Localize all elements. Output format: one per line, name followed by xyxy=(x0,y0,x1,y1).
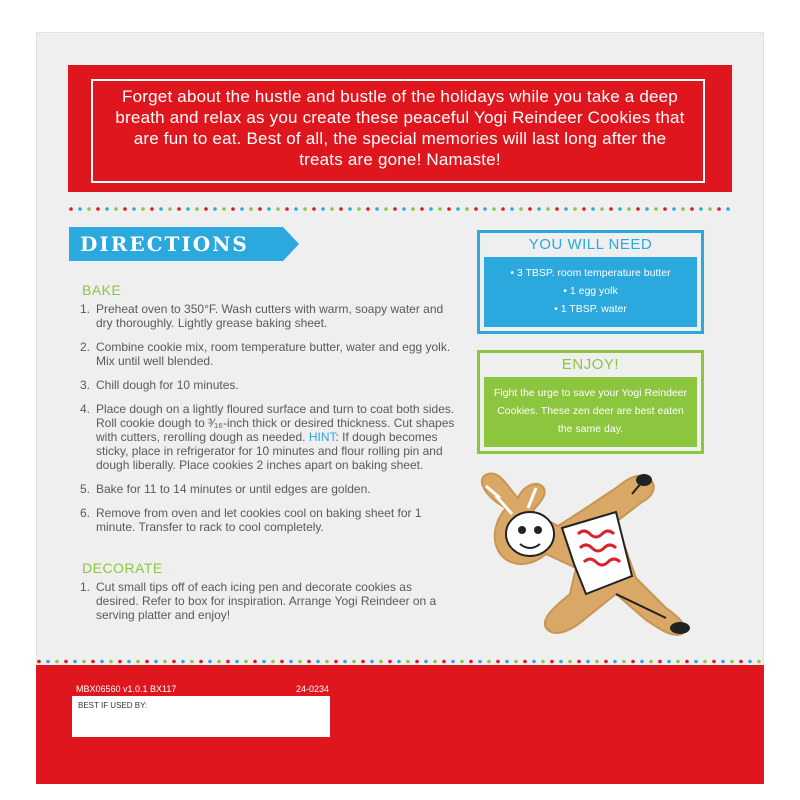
divider-dot xyxy=(699,207,703,211)
divider-dot xyxy=(366,207,370,211)
divider-dot xyxy=(438,207,442,211)
divider-dot xyxy=(213,207,217,211)
divider-dot xyxy=(474,207,478,211)
divider-dot xyxy=(514,660,518,664)
decorate-steps-list xyxy=(80,580,456,632)
divider-dot xyxy=(393,207,397,211)
divider-dot xyxy=(420,207,424,211)
divider-dot xyxy=(96,207,100,211)
divider-dot xyxy=(478,660,482,664)
divider-dot xyxy=(388,660,392,664)
divider-dot xyxy=(402,207,406,211)
divider-dot xyxy=(469,660,473,664)
bake-heading: BAKE xyxy=(82,282,122,298)
ingredient-item: • 1 egg yolk xyxy=(563,285,618,297)
divider-dot xyxy=(195,207,199,211)
divider-dot xyxy=(667,660,671,664)
divider-dot xyxy=(73,660,77,664)
divider-dot xyxy=(460,660,464,664)
divider-dot xyxy=(69,207,73,211)
divider-dot xyxy=(505,660,509,664)
divider-dot xyxy=(442,660,446,664)
step-number: 2. xyxy=(80,340,91,354)
divider-dot xyxy=(262,660,266,664)
divider-dot xyxy=(132,207,136,211)
divider-dot xyxy=(712,660,716,664)
divider-dot xyxy=(280,660,284,664)
divider-dot xyxy=(690,207,694,211)
step-number: 6. xyxy=(80,506,91,520)
best-if-used-by-label: BEST IF USED BY: xyxy=(78,701,148,710)
divider-dot xyxy=(150,207,154,211)
divider-dot xyxy=(82,660,86,664)
divider-dot xyxy=(672,207,676,211)
step-text: Place dough on a lightly floured surface and turn to coat both sides. Roll cookie dough to ³⁄₁₆-inch thick or desired thickness. Cut shapes with cutters, rerolling dough as needed. xyxy=(96,402,455,444)
ingredient-item: • 3 TBSP. room temperature butter xyxy=(510,267,671,279)
divider-dot xyxy=(37,660,41,664)
divider-dot xyxy=(249,207,253,211)
you-will-need-title: YOU WILL NEED xyxy=(528,236,653,253)
bake-step-4 xyxy=(80,402,456,472)
divider-dot xyxy=(622,660,626,664)
ingredient-item: • 1 TBSP. water xyxy=(554,303,627,315)
divider-dot xyxy=(676,660,680,664)
step-number: 1. xyxy=(80,580,91,594)
divider-dot xyxy=(406,660,410,664)
divider-dot xyxy=(190,660,194,664)
divider-dot xyxy=(199,660,203,664)
bake-steps-list xyxy=(80,302,456,544)
divider-dot xyxy=(294,207,298,211)
divider-dot xyxy=(681,207,685,211)
divider-dot xyxy=(379,660,383,664)
divider-dot xyxy=(123,207,127,211)
step-number: 1. xyxy=(80,302,91,316)
divider-dot xyxy=(78,207,82,211)
intro-banner-text: Forget about the hustle and bustle of the holidays while you take a deep breath and relax as you create these peaceful Yogi Reindeer Cookies that are fun to eat. Best of all, the special memories will last long after the treats are gone! Namaste! xyxy=(115,87,685,169)
divider-dot xyxy=(330,207,334,211)
divider-dot xyxy=(739,660,743,664)
divider-dot xyxy=(546,207,550,211)
divider-dot xyxy=(271,660,275,664)
divider-dot xyxy=(541,660,545,664)
step-number: 4. xyxy=(80,402,91,416)
divider-dot xyxy=(258,207,262,211)
divider-dot xyxy=(487,660,491,664)
divider-dot xyxy=(564,207,568,211)
divider-dot xyxy=(114,207,118,211)
divider-dot xyxy=(307,660,311,664)
divider-dot xyxy=(375,207,379,211)
package-code: MBX06560 v1.0.1 BX117 xyxy=(76,684,177,694)
divider-dot xyxy=(357,207,361,211)
divider-dot xyxy=(177,207,181,211)
divider-dot xyxy=(631,660,635,664)
divider-dot xyxy=(492,207,496,211)
divider-dot xyxy=(276,207,280,211)
divider-dot xyxy=(118,660,122,664)
bake-step-6 xyxy=(80,506,456,534)
divider-dot xyxy=(145,660,149,664)
divider-dot xyxy=(91,660,95,664)
bake-step-1 xyxy=(80,302,456,330)
divider-dot xyxy=(654,207,658,211)
divider-dot xyxy=(411,207,415,211)
enjoy-text: Fight the urge to save your Yogi Reindeer Cookies. These zen deer are best eaten the same day. xyxy=(493,387,688,435)
divider-dot xyxy=(685,660,689,664)
divider-dot xyxy=(321,207,325,211)
divider-dot xyxy=(550,660,554,664)
divider-dot xyxy=(528,207,532,211)
divider-dot xyxy=(235,660,239,664)
divider-dot xyxy=(352,660,356,664)
divider-dot xyxy=(510,207,514,211)
divider-dot xyxy=(159,207,163,211)
bake-step-2 xyxy=(80,340,456,368)
divider-dot xyxy=(186,207,190,211)
divider-dot xyxy=(240,207,244,211)
divider-dot xyxy=(600,207,604,211)
divider-dot xyxy=(577,660,581,664)
divider-dot xyxy=(172,660,176,664)
enjoy-title: ENJOY! xyxy=(561,356,620,373)
divider-dot xyxy=(708,207,712,211)
divider-dot xyxy=(555,207,559,211)
divider-dot xyxy=(595,660,599,664)
divider-dot xyxy=(726,207,730,211)
divider-dot xyxy=(523,660,527,664)
divider-dot xyxy=(109,660,113,664)
divider-dot xyxy=(627,207,631,211)
dotted-divider xyxy=(68,206,732,212)
divider-dot xyxy=(64,660,68,664)
divider-dot xyxy=(217,660,221,664)
divider-dot xyxy=(222,207,226,211)
divider-dot xyxy=(532,660,536,664)
divider-dot xyxy=(334,660,338,664)
step-text: Remove from oven and let cookies cool on baking sheet for 1 minute. Transfer to rack to cool completely. xyxy=(96,506,422,534)
divider-dot xyxy=(87,207,91,211)
divider-dot xyxy=(721,660,725,664)
step-text: Cut small tips off of each icing pen and decorate cookies as desired. Refer to box for inspiration. Arrange Yogi Reindeer on a serving platter and enjoy! xyxy=(96,580,437,622)
divider-dot xyxy=(303,207,307,211)
bottom-dotted-divider xyxy=(36,658,764,665)
divider-dot xyxy=(591,207,595,211)
step-number: 3. xyxy=(80,378,91,392)
decorate-step-1 xyxy=(80,580,456,622)
divider-dot xyxy=(343,660,347,664)
divider-dot xyxy=(456,207,460,211)
divider-dot xyxy=(136,660,140,664)
divider-dot xyxy=(748,660,752,664)
divider-dot xyxy=(424,660,428,664)
divider-dot xyxy=(226,660,230,664)
yogi-reindeer-cookie-image xyxy=(466,468,710,638)
divider-dot xyxy=(613,660,617,664)
divider-dot xyxy=(586,660,590,664)
divider-dot xyxy=(640,660,644,664)
divider-dot xyxy=(483,207,487,211)
divider-dot xyxy=(609,207,613,211)
divider-dot xyxy=(604,660,608,664)
divider-dot xyxy=(519,207,523,211)
divider-dot xyxy=(298,660,302,664)
divider-dot xyxy=(361,660,365,664)
divider-dot xyxy=(397,660,401,664)
divider-dot xyxy=(415,660,419,664)
divider-dot xyxy=(703,660,707,664)
divider-dot xyxy=(208,660,212,664)
divider-dot xyxy=(465,207,469,211)
divider-dot xyxy=(105,207,109,211)
divider-dot xyxy=(447,207,451,211)
divider-dot xyxy=(100,660,104,664)
step-text: Combine cookie mix, room temperature butter, water and egg yolk. Mix until well blended. xyxy=(96,340,451,368)
step-number: 5. xyxy=(80,482,91,496)
divider-dot xyxy=(325,660,329,664)
package-date-code: 24-0234 xyxy=(296,684,330,694)
divider-dot xyxy=(663,207,667,211)
divider-dot xyxy=(267,207,271,211)
directions-title: DIRECTIONS xyxy=(80,232,249,256)
divider-dot xyxy=(694,660,698,664)
divider-dot xyxy=(433,660,437,664)
divider-dot xyxy=(730,660,734,664)
divider-dot xyxy=(757,660,761,664)
divider-dot xyxy=(717,207,721,211)
divider-dot xyxy=(568,660,572,664)
divider-dot xyxy=(46,660,50,664)
step-text: Preheat oven to 350°F. Wash cutters with warm, soapy water and dry thoroughly. Lightly grease baking sheet. xyxy=(96,302,444,330)
divider-dot xyxy=(618,207,622,211)
divider-dot xyxy=(312,207,316,211)
bake-step-3 xyxy=(80,378,456,392)
divider-dot xyxy=(55,660,59,664)
divider-dot xyxy=(253,660,257,664)
hint-label: HINT xyxy=(308,430,336,444)
divider-dot xyxy=(573,207,577,211)
divider-dot xyxy=(658,660,662,664)
divider-dot xyxy=(127,660,131,664)
divider-dot xyxy=(649,660,653,664)
ingredients-list xyxy=(484,264,697,318)
divider-dot xyxy=(501,207,505,211)
divider-dot xyxy=(370,660,374,664)
divider-dot xyxy=(429,207,433,211)
divider-dot xyxy=(316,660,320,664)
divider-dot xyxy=(181,660,185,664)
divider-dot xyxy=(163,660,167,664)
bake-step-5 xyxy=(80,482,456,496)
divider-dot xyxy=(384,207,388,211)
divider-dot xyxy=(559,660,563,664)
divider-dot xyxy=(582,207,586,211)
divider-dot xyxy=(636,207,640,211)
divider-dot xyxy=(285,207,289,211)
decorate-heading: DECORATE xyxy=(82,560,163,576)
divider-dot xyxy=(496,660,500,664)
divider-dot xyxy=(645,207,649,211)
step-text: Bake for 11 to 14 minutes or until edges are golden. xyxy=(96,482,371,496)
step-text-hint: : If dough becomes sticky, place in refrigerator for 10 minutes and flour rolling pin and dough liberally. Place cookies 2 inches apart on baking sheet. xyxy=(96,430,443,472)
divider-dot xyxy=(168,207,172,211)
divider-dot xyxy=(141,207,145,211)
divider-dot xyxy=(289,660,293,664)
divider-dot xyxy=(348,207,352,211)
divider-dot xyxy=(244,660,248,664)
divider-dot xyxy=(339,207,343,211)
divider-dot xyxy=(154,660,158,664)
divider-dot xyxy=(451,660,455,664)
step-text: Chill dough for 10 minutes. xyxy=(96,378,239,392)
divider-dot xyxy=(231,207,235,211)
divider-dot xyxy=(537,207,541,211)
divider-dot xyxy=(204,207,208,211)
